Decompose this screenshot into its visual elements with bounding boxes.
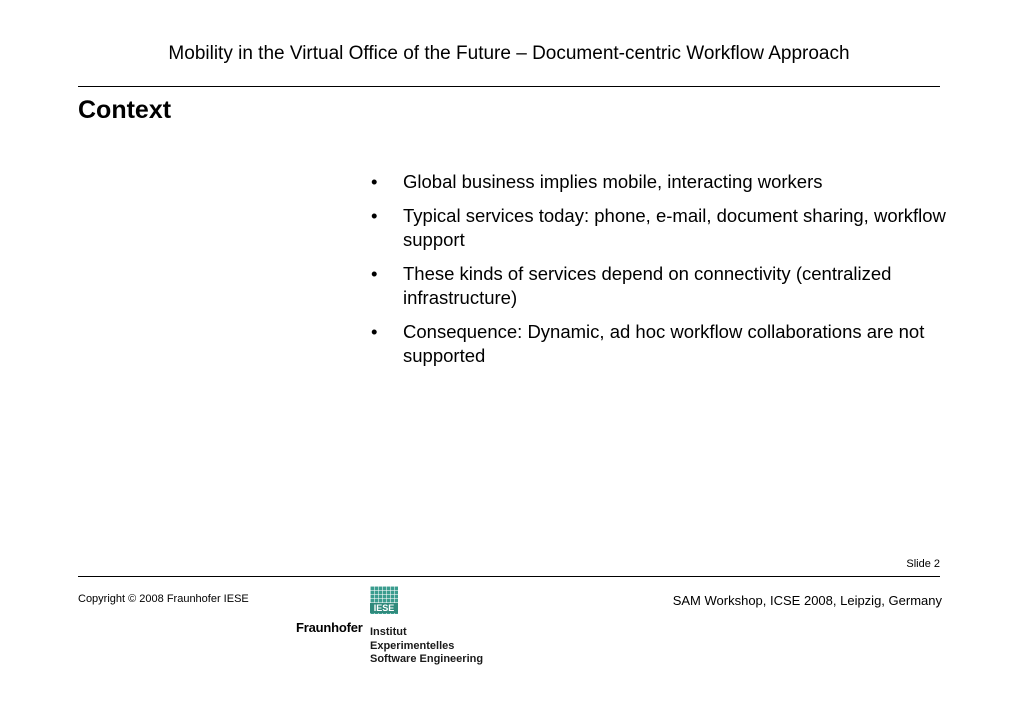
bullet-item [368, 170, 948, 194]
header-divider [78, 86, 940, 87]
logo-institute-name [370, 626, 483, 667]
fraunhofer-iese-logo [296, 584, 496, 674]
bullet-text: Typical services today: phone, e-mail, document sharing, workflow support [403, 205, 946, 250]
bullet-item [368, 204, 948, 252]
bullet-marker: • [371, 205, 378, 226]
logo-institute-line: Software Engineering [370, 653, 484, 665]
logo-wordmark: Fraunhofer [296, 620, 363, 635]
copyright-notice: Copyright © 2008 Fraunhofer IESE [78, 593, 249, 605]
bullet-list [368, 170, 948, 378]
footer-divider [78, 576, 940, 577]
bullet-text: Consequence: Dynamic, ad hoc workflow collaborations are not supported [403, 321, 925, 366]
logo-institute-line: Institut [370, 626, 407, 638]
slide-heading: Context [78, 96, 172, 124]
slide-number: Slide 2 [906, 558, 940, 570]
presentation-title: Mobility in the Virtual Office of the Future – Document-centric Workflow Approach [168, 43, 850, 64]
event-name: SAM Workshop, ICSE 2008, Leipzig, Germany [672, 593, 942, 608]
bullet-text: These kinds of services depend on connectivity (centralized infrastructure) [403, 263, 892, 308]
logo-box-label: IESE [370, 603, 398, 613]
bullet-marker: • [371, 171, 378, 192]
bullet-item [368, 262, 948, 310]
bullet-item [368, 320, 948, 368]
bullet-marker: • [371, 321, 378, 342]
logo-institute-line: Experimentelles [370, 639, 455, 652]
iese-grid-icon [370, 586, 398, 614]
bullet-marker: • [371, 263, 378, 284]
bullet-text: Global business implies mobile, interacting workers [403, 171, 823, 192]
